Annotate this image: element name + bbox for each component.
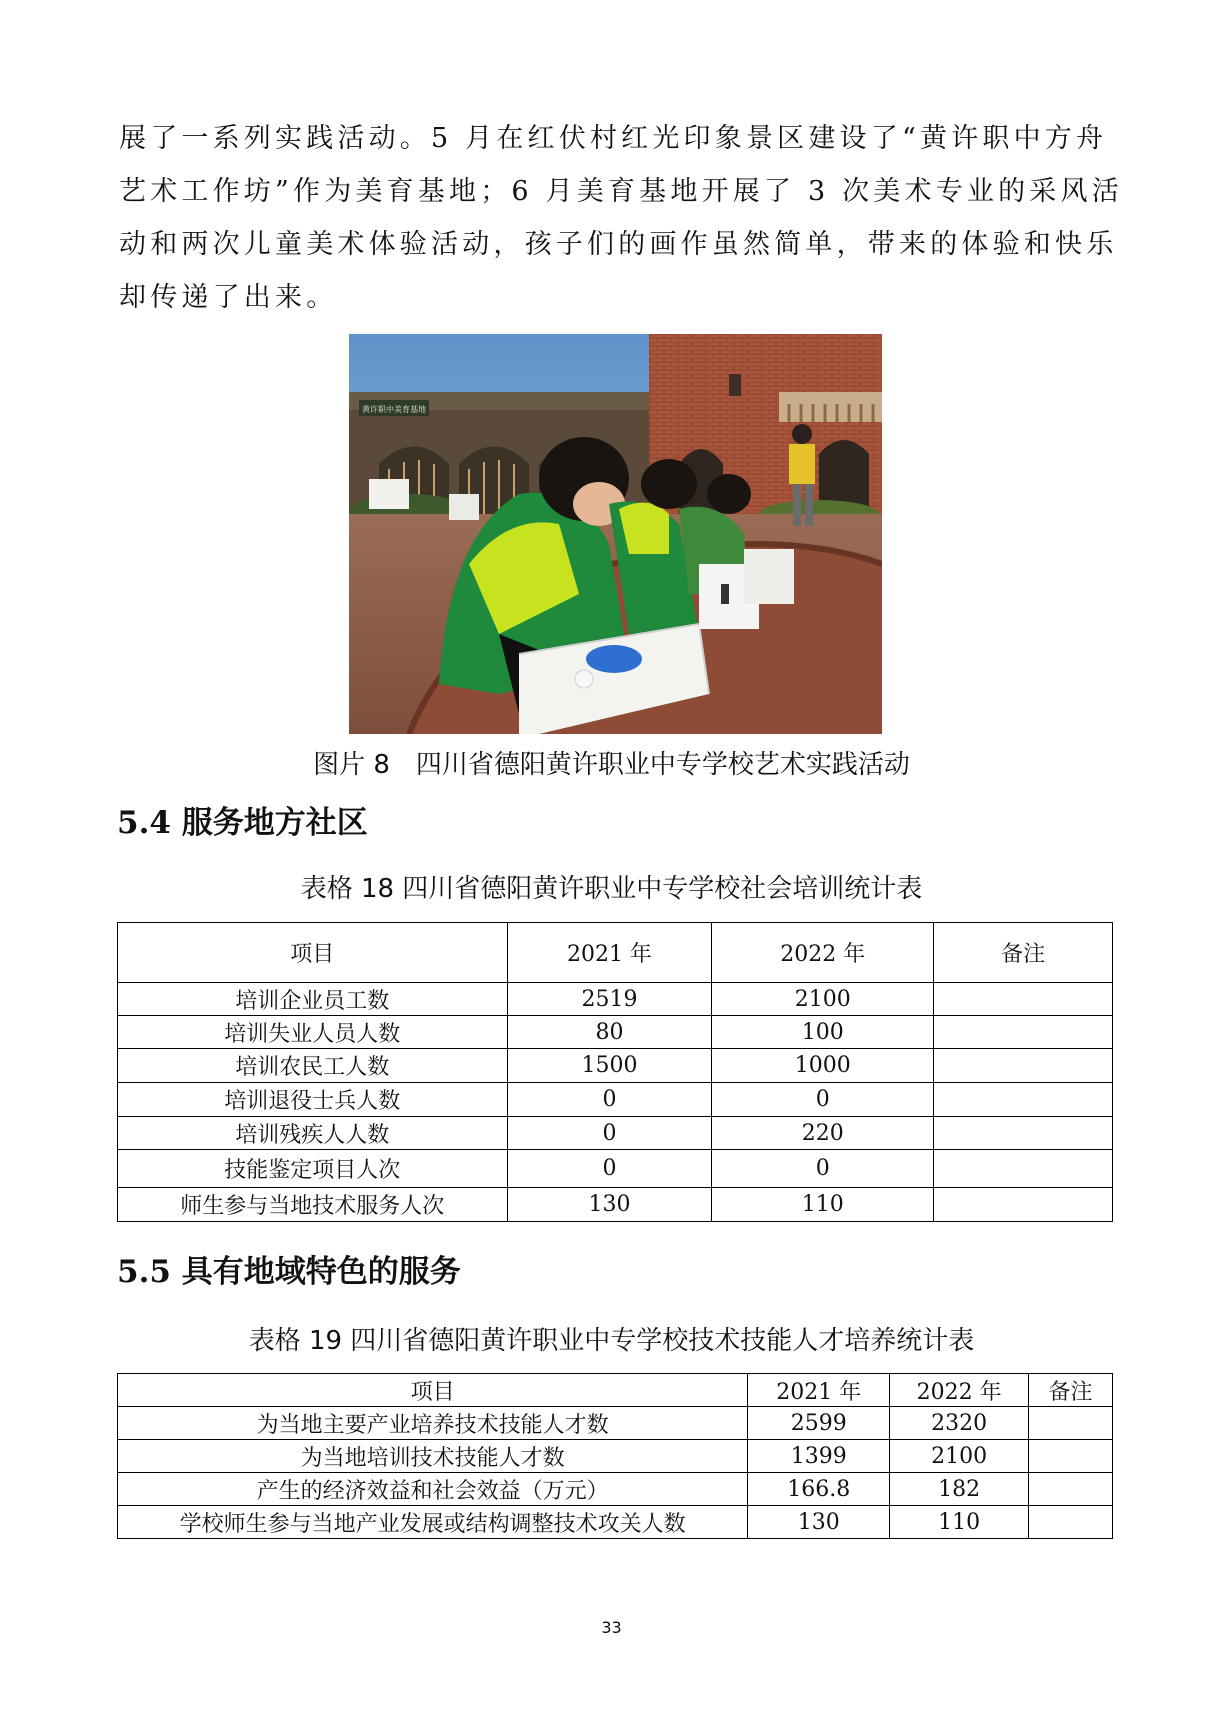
- table-cell: 培训农民工人数: [118, 1049, 508, 1083]
- talent-training-table: [117, 1373, 1113, 1539]
- header-cell: 备注: [1029, 1374, 1113, 1407]
- table-cell: 166.8: [748, 1473, 890, 1506]
- table-cell: 130: [507, 1188, 712, 1222]
- table-cell: 2519: [507, 983, 712, 1016]
- table-cell: 1399: [748, 1440, 890, 1473]
- table-19-caption: 表格 19 四川省德阳黄许职业中专学校技术技能人才培养统计表: [248, 1326, 975, 1356]
- table-cell: 为当地主要产业培养技术技能人才数: [118, 1407, 748, 1440]
- paragraph-line: 艺术工作坊”作为美育基地；6 月美育基地开展了 3 次美术专业的采风活: [119, 176, 1123, 207]
- table-cell: 培训残疾人人数: [118, 1117, 508, 1150]
- page-number: 33: [601, 1618, 622, 1637]
- table-cell: 80: [507, 1016, 712, 1049]
- table-cell: [934, 983, 1113, 1016]
- table-cell: [934, 1117, 1113, 1150]
- table-row: [118, 1473, 1113, 1506]
- table-cell: [1029, 1440, 1113, 1473]
- table-row: [118, 983, 1113, 1016]
- header-cell: 备注: [934, 923, 1113, 983]
- table-header-row: [118, 1374, 1113, 1407]
- table-cell: 0: [712, 1083, 934, 1117]
- sign-text: 黄许职中美育基地: [362, 405, 426, 414]
- table-cell: 学校师生参与当地产业发展或结构调整技术攻关人数: [118, 1506, 748, 1539]
- table-cell: 培训退役士兵人数: [118, 1083, 508, 1117]
- table-row: [118, 1188, 1113, 1222]
- table-cell: 110: [712, 1188, 934, 1222]
- table-row: [118, 1407, 1113, 1440]
- table-cell: 2100: [890, 1440, 1029, 1473]
- table-cell: [934, 1188, 1113, 1222]
- header-cell: 2021 年: [748, 1374, 890, 1407]
- table-row: [118, 1016, 1113, 1049]
- header-cell: 2021 年: [507, 923, 712, 983]
- table-cell: 0: [507, 1083, 712, 1117]
- table-cell: 培训企业员工数: [118, 983, 508, 1016]
- table-row: [118, 1049, 1113, 1083]
- table-cell: 1000: [712, 1049, 934, 1083]
- table-cell: 2100: [712, 983, 934, 1016]
- section-heading-5-5: 5.5 具有地域特色的服务: [117, 1254, 461, 1290]
- table-cell: 0: [507, 1150, 712, 1188]
- table-cell: 2599: [748, 1407, 890, 1440]
- table-row: [118, 1506, 1113, 1539]
- table-18-caption: 表格 18 四川省德阳黄许职业中专学校社会培训统计表: [300, 874, 923, 904]
- table-cell: [1029, 1407, 1113, 1440]
- table-cell: [934, 1049, 1113, 1083]
- header-cell: 2022 年: [890, 1374, 1029, 1407]
- figure-caption: 图片 8 四川省德阳黄许职业中专学校艺术实践活动: [313, 750, 910, 780]
- table-row: [118, 1083, 1113, 1117]
- paragraph-line: 展了一系列实践活动。5 月在红伏村红光印象景区建设了“黄许职中方舟: [119, 123, 1108, 154]
- table-cell: 130: [748, 1506, 890, 1539]
- table-cell: 师生参与当地技术服务人次: [118, 1188, 508, 1222]
- table-cell: 0: [507, 1117, 712, 1150]
- table-cell: [934, 1083, 1113, 1117]
- table-cell: 为当地培训技术技能人才数: [118, 1440, 748, 1473]
- table-row: [118, 1440, 1113, 1473]
- paragraph-line: 却传递了出来。: [119, 282, 338, 313]
- table-cell: 技能鉴定项目人次: [118, 1150, 508, 1188]
- table-cell: 2320: [890, 1407, 1029, 1440]
- table-cell: [934, 1016, 1113, 1049]
- table-row: [118, 1150, 1113, 1188]
- table-cell: 培训失业人员人数: [118, 1016, 508, 1049]
- header-cell: 项目: [118, 1374, 748, 1407]
- table-cell: [1029, 1473, 1113, 1506]
- table-row: [118, 1117, 1113, 1150]
- header-cell: 项目: [118, 923, 508, 983]
- table-cell: 220: [712, 1117, 934, 1150]
- photo-illustration: [349, 334, 882, 734]
- paragraph-line: 动和两次儿童美术体验活动，孩子们的画作虽然简单，带来的体验和快乐: [119, 229, 1118, 260]
- table-cell: [1029, 1506, 1113, 1539]
- table-cell: 0: [712, 1150, 934, 1188]
- table-cell: 产生的经济效益和社会效益（万元）: [118, 1473, 748, 1506]
- table-header-row: [118, 923, 1113, 983]
- header-cell: 2022 年: [712, 923, 934, 983]
- section-heading-5-4: 5.4 服务地方社区: [117, 805, 368, 841]
- table-cell: 182: [890, 1473, 1029, 1506]
- table-cell: 100: [712, 1016, 934, 1049]
- art-practice-photo: [349, 334, 882, 734]
- table-cell: 1500: [507, 1049, 712, 1083]
- table-cell: 110: [890, 1506, 1029, 1539]
- table-cell: [934, 1150, 1113, 1188]
- body-paragraph: [119, 112, 1123, 324]
- social-training-table: [117, 922, 1113, 1222]
